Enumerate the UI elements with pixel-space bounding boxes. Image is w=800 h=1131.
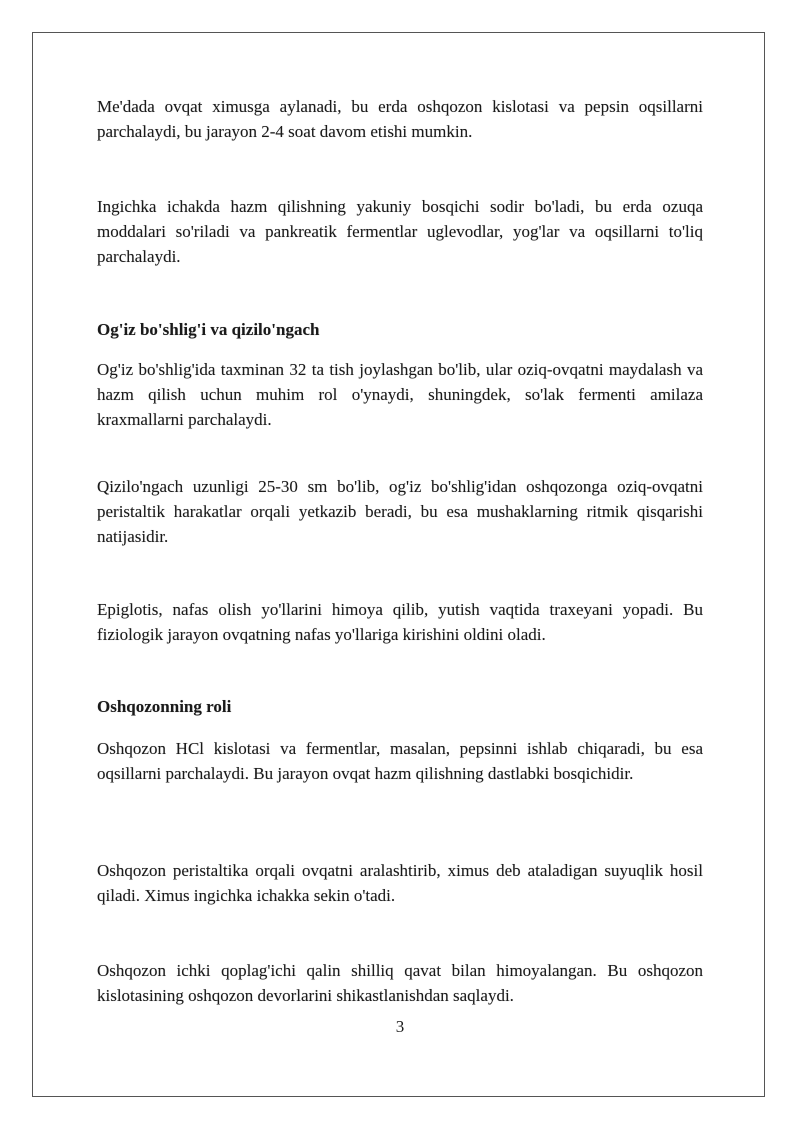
heading-stomach-role: Oshqozonning roli [97,697,232,716]
paragraph-small-intestine: Ingichka ichakda hazm qilishning yakuniy bosqichi sodir bo'ladi, bu erda ozuqa moddalari so'riladi va pankreatik fermentlar uglevodlar, yog'lar va oqsillarni to'liq parchalaydi. [97,197,703,266]
paragraph-esophagus: Qizilo'ngach uzunligi 25-30 sm bo'lib, og'iz bo'shlig'idan oshqozonga oziq-ovqatni peristaltik harakatlar orqali yetkazib beradi, bu esa mushaklarning ritmik qisqarishi natijasidir. [97,477,703,546]
paragraph-epiglottis: Epiglotis, nafas olish yo'llarini himoya qilib, yutish vaqtida traxeyani yopadi. Bu fiziologik jarayon ovqatning nafas yo'llariga kirishini oldini oladi. [97,600,703,644]
paragraph-stomach-chyme: Me'dada ovqat ximusga aylanadi, bu erda oshqozon kislotasi va pepsin oqsillarni parchalaydi, bu jarayon 2-4 soat davom etishi mumkin. [97,97,703,141]
page-frame [32,32,765,1097]
paragraph-stomach-mucus: Oshqozon ichki qoplag'ichi qalin shilliq qavat bilan himoyalangan. Bu oshqozon kislotasining oshqozon devorlarini shikastlanishdan saqlaydi. [97,961,703,1005]
paragraph-stomach-peristalsis: Oshqozon peristaltika orqali ovqatni aralashtirib, ximus deb ataladigan suyuqlik hosil qiladi. Ximus ingichka ichakka sekin o'tadi. [97,861,703,905]
paragraph-stomach-hcl: Oshqozon HCl kislotasi va fermentlar, masalan, pepsinni ishlab chiqaradi, bu esa oqsillarni parchalaydi. Bu jarayon ovqat hazm qilishning dastlabki bosqichidir. [97,739,703,783]
paragraph-mouth-teeth: Og'iz bo'shlig'ida taxminan 32 ta tish joylashgan bo'lib, ular oziq-ovqatni maydalash va hazm qilish uchun muhim rol o'ynaydi, shuningdek, so'lak fermenti amilaza kraxmallarni parchalaydi. [97,360,703,429]
heading-mouth-esophagus: Og'iz bo'shlig'i va qizilo'ngach [97,320,320,339]
page-number: 3 [395,1017,405,1036]
